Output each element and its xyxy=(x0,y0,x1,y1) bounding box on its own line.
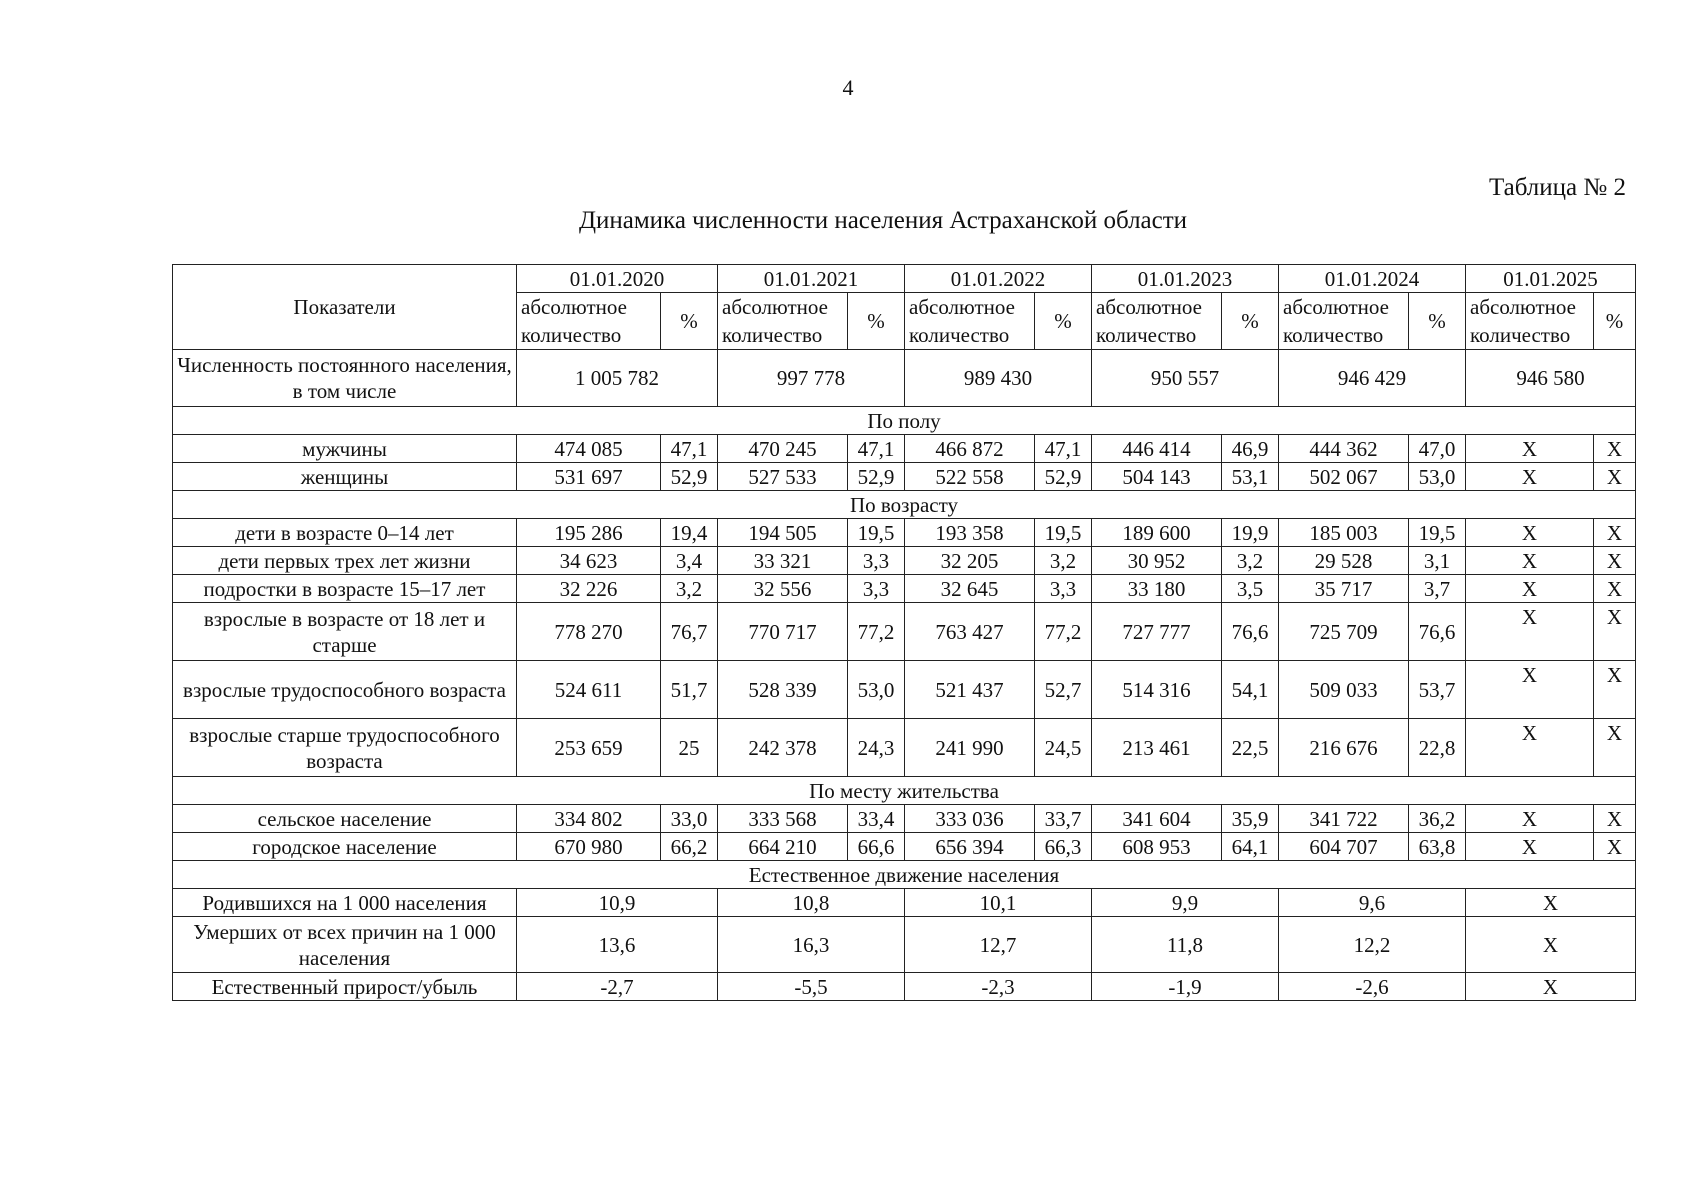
abs-value: 32 645 xyxy=(905,575,1035,603)
year-header: 01.01.2025 xyxy=(1466,265,1636,293)
abs-value: X xyxy=(1466,547,1594,575)
total-value: 1 005 782 xyxy=(517,350,718,407)
rate-value: -5,5 xyxy=(718,973,905,1001)
pct-value: 47,0 xyxy=(1409,435,1466,463)
abs-value: 253 659 xyxy=(517,719,661,777)
pct-header: % xyxy=(848,293,905,350)
table-row xyxy=(173,547,1636,575)
abs-value: 664 210 xyxy=(718,833,848,861)
pct-value: 66,6 xyxy=(848,833,905,861)
row-label: взрослые трудоспособного возраста xyxy=(173,661,517,719)
pct-value: 76,6 xyxy=(1409,603,1466,661)
table-row xyxy=(173,463,1636,491)
abs-value: 334 802 xyxy=(517,805,661,833)
abs-value: 32 205 xyxy=(905,547,1035,575)
pct-value: 63,8 xyxy=(1409,833,1466,861)
pct-value: 66,2 xyxy=(661,833,718,861)
abs-value: 522 558 xyxy=(905,463,1035,491)
abs-value: 521 437 xyxy=(905,661,1035,719)
row-label: Родившихся на 1 000 населения xyxy=(173,889,517,917)
pct-value: 33,4 xyxy=(848,805,905,833)
table-row xyxy=(173,973,1636,1001)
pct-value: 3,5 xyxy=(1222,575,1279,603)
pct-value: 3,2 xyxy=(1222,547,1279,575)
abs-value: X xyxy=(1466,833,1594,861)
table-row xyxy=(173,889,1636,917)
pct-header: % xyxy=(1594,293,1636,350)
abs-value: 656 394 xyxy=(905,833,1035,861)
abs-value: 528 339 xyxy=(718,661,848,719)
section-row xyxy=(173,491,1636,519)
pct-value: X xyxy=(1594,805,1636,833)
pct-value: X xyxy=(1594,463,1636,491)
indicator-header: Показатели xyxy=(173,265,517,350)
row-label: взрослые в возрасте от 18 лет и старше xyxy=(173,603,517,661)
rate-value: 9,9 xyxy=(1092,889,1279,917)
rate-value: X xyxy=(1466,889,1636,917)
pct-value: 22,5 xyxy=(1222,719,1279,777)
abs-value: 193 358 xyxy=(905,519,1035,547)
section-heading: По месту жительства xyxy=(173,777,1636,805)
abs-value: 604 707 xyxy=(1279,833,1409,861)
header-row xyxy=(173,265,1636,293)
pct-value: 3,1 xyxy=(1409,547,1466,575)
pct-value: 51,7 xyxy=(661,661,718,719)
rate-value: X xyxy=(1466,973,1636,1001)
pct-header: % xyxy=(1222,293,1279,350)
abs-value: 189 600 xyxy=(1092,519,1222,547)
abs-header: абсолютное количество xyxy=(905,293,1035,350)
abs-value: 33 180 xyxy=(1092,575,1222,603)
abs-value: 524 611 xyxy=(517,661,661,719)
abs-value: 504 143 xyxy=(1092,463,1222,491)
row-label: подростки в возрасте 15–17 лет xyxy=(173,575,517,603)
abs-value: 213 461 xyxy=(1092,719,1222,777)
pct-value: X xyxy=(1594,575,1636,603)
table-row xyxy=(173,805,1636,833)
pct-value: 24,3 xyxy=(848,719,905,777)
pct-value: 53,7 xyxy=(1409,661,1466,719)
pct-value: 76,7 xyxy=(661,603,718,661)
abs-value: 333 568 xyxy=(718,805,848,833)
population-table xyxy=(172,264,1636,1001)
year-header: 01.01.2023 xyxy=(1092,265,1279,293)
row-label: Умерших от всех причин на 1 000 населения xyxy=(173,917,517,973)
section-heading: По полу xyxy=(173,407,1636,435)
rate-value: 13,6 xyxy=(517,917,718,973)
abs-value: 727 777 xyxy=(1092,603,1222,661)
abs-value: 514 316 xyxy=(1092,661,1222,719)
pct-value: 33,7 xyxy=(1035,805,1092,833)
abs-value: X xyxy=(1466,435,1594,463)
pct-value: 3,4 xyxy=(661,547,718,575)
row-label: мужчины xyxy=(173,435,517,463)
row-label: взрослые старше трудоспособного возраста xyxy=(173,719,517,777)
abs-header: абсолютное количество xyxy=(1092,293,1222,350)
pct-value: 33,0 xyxy=(661,805,718,833)
section-row xyxy=(173,407,1636,435)
pct-value: 19,5 xyxy=(1035,519,1092,547)
pct-value: 53,1 xyxy=(1222,463,1279,491)
pct-value: 24,5 xyxy=(1035,719,1092,777)
abs-value: 502 067 xyxy=(1279,463,1409,491)
abs-value: 241 990 xyxy=(905,719,1035,777)
year-header: 01.01.2022 xyxy=(905,265,1092,293)
pct-value: 22,8 xyxy=(1409,719,1466,777)
pct-value: 35,9 xyxy=(1222,805,1279,833)
abs-value: X xyxy=(1466,805,1594,833)
table-row xyxy=(173,435,1636,463)
abs-value: 474 085 xyxy=(517,435,661,463)
abs-value: 763 427 xyxy=(905,603,1035,661)
rate-value: 11,8 xyxy=(1092,917,1279,973)
pct-header: % xyxy=(1409,293,1466,350)
table-row xyxy=(173,603,1636,661)
table-row xyxy=(173,917,1636,973)
table-row xyxy=(173,661,1636,719)
pct-value: 47,1 xyxy=(1035,435,1092,463)
pct-value: 64,1 xyxy=(1222,833,1279,861)
pct-value: 19,9 xyxy=(1222,519,1279,547)
abs-value: X xyxy=(1466,519,1594,547)
abs-value: 446 414 xyxy=(1092,435,1222,463)
row-label: дети в возрасте 0–14 лет xyxy=(173,519,517,547)
table-row xyxy=(173,833,1636,861)
abs-header: абсолютное количество xyxy=(517,293,661,350)
pct-value: 77,2 xyxy=(848,603,905,661)
pct-value: 3,3 xyxy=(848,575,905,603)
page-number: 4 xyxy=(842,75,854,100)
abs-value: X xyxy=(1466,661,1594,719)
pct-value: 53,0 xyxy=(1409,463,1466,491)
table-row xyxy=(173,350,1636,407)
pct-value: 3,3 xyxy=(1035,575,1092,603)
pct-value: 77,2 xyxy=(1035,603,1092,661)
abs-value: 242 378 xyxy=(718,719,848,777)
pct-value: X xyxy=(1594,435,1636,463)
table-row xyxy=(173,519,1636,547)
abs-value: 770 717 xyxy=(718,603,848,661)
abs-header: абсолютное количество xyxy=(1466,293,1594,350)
pct-value: 52,9 xyxy=(661,463,718,491)
table-label: Таблица № 2 xyxy=(1488,174,1626,201)
pct-value: 52,7 xyxy=(1035,661,1092,719)
abs-value: 466 872 xyxy=(905,435,1035,463)
pct-value: 54,1 xyxy=(1222,661,1279,719)
abs-value: 527 533 xyxy=(718,463,848,491)
abs-value: 185 003 xyxy=(1279,519,1409,547)
abs-value: X xyxy=(1466,463,1594,491)
abs-value: 778 270 xyxy=(517,603,661,661)
rate-value: -2,3 xyxy=(905,973,1092,1001)
table-row xyxy=(173,575,1636,603)
pct-value: 3,7 xyxy=(1409,575,1466,603)
abs-value: 333 036 xyxy=(905,805,1035,833)
pct-value: 19,5 xyxy=(1409,519,1466,547)
total-value: 946 429 xyxy=(1279,350,1466,407)
abs-value: 29 528 xyxy=(1279,547,1409,575)
pct-value: X xyxy=(1594,833,1636,861)
abs-value: 670 980 xyxy=(517,833,661,861)
abs-value: 608 953 xyxy=(1092,833,1222,861)
pct-value: 3,2 xyxy=(661,575,718,603)
abs-header: абсолютное количество xyxy=(1279,293,1409,350)
pct-value: 47,1 xyxy=(848,435,905,463)
abs-value: 35 717 xyxy=(1279,575,1409,603)
abs-value: 195 286 xyxy=(517,519,661,547)
section-heading: По возрасту xyxy=(173,491,1636,519)
pct-value: 3,3 xyxy=(848,547,905,575)
pct-value: 47,1 xyxy=(661,435,718,463)
abs-value: X xyxy=(1466,575,1594,603)
year-header: 01.01.2021 xyxy=(718,265,905,293)
section-row xyxy=(173,861,1636,889)
row-label: городское население xyxy=(173,833,517,861)
rate-value: 10,1 xyxy=(905,889,1092,917)
pct-value: 76,6 xyxy=(1222,603,1279,661)
pct-value: 19,4 xyxy=(661,519,718,547)
section-heading: Естественное движение населения xyxy=(173,861,1636,889)
rate-value: -2,6 xyxy=(1279,973,1466,1001)
section-row xyxy=(173,777,1636,805)
rate-value: 10,9 xyxy=(517,889,718,917)
table-title: Динамика численности населения Астраханской области xyxy=(578,207,1188,234)
abs-value: 32 226 xyxy=(517,575,661,603)
pct-value: 52,9 xyxy=(1035,463,1092,491)
abs-value: 725 709 xyxy=(1279,603,1409,661)
pct-value: X xyxy=(1594,547,1636,575)
year-header: 01.01.2024 xyxy=(1279,265,1466,293)
total-value: 997 778 xyxy=(718,350,905,407)
row-label: женщины xyxy=(173,463,517,491)
pct-value: 53,0 xyxy=(848,661,905,719)
abs-value: 444 362 xyxy=(1279,435,1409,463)
table-row xyxy=(173,719,1636,777)
abs-value: X xyxy=(1466,719,1594,777)
total-value: 950 557 xyxy=(1092,350,1279,407)
abs-value: 509 033 xyxy=(1279,661,1409,719)
pct-value: 25 xyxy=(661,719,718,777)
rate-value: 10,8 xyxy=(718,889,905,917)
row-label: сельское население xyxy=(173,805,517,833)
abs-value: X xyxy=(1466,603,1594,661)
pct-value: X xyxy=(1594,719,1636,777)
pct-value: 52,9 xyxy=(848,463,905,491)
rate-value: 12,2 xyxy=(1279,917,1466,973)
abs-value: 470 245 xyxy=(718,435,848,463)
pct-value: X xyxy=(1594,519,1636,547)
total-value: 989 430 xyxy=(905,350,1092,407)
rate-value: 12,7 xyxy=(905,917,1092,973)
abs-value: 32 556 xyxy=(718,575,848,603)
abs-header: абсолютное количество xyxy=(718,293,848,350)
abs-value: 341 722 xyxy=(1279,805,1409,833)
rate-value: 9,6 xyxy=(1279,889,1466,917)
pct-value: 36,2 xyxy=(1409,805,1466,833)
abs-value: 30 952 xyxy=(1092,547,1222,575)
pct-value: X xyxy=(1594,661,1636,719)
pct-value: 19,5 xyxy=(848,519,905,547)
pct-value: 66,3 xyxy=(1035,833,1092,861)
row-label: Естественный прирост/убыль xyxy=(173,973,517,1001)
abs-value: 33 321 xyxy=(718,547,848,575)
rate-value: -2,7 xyxy=(517,973,718,1001)
rate-value: -1,9 xyxy=(1092,973,1279,1001)
abs-value: 216 676 xyxy=(1279,719,1409,777)
total-value: 946 580 xyxy=(1466,350,1636,407)
year-header: 01.01.2020 xyxy=(517,265,718,293)
rate-value: X xyxy=(1466,917,1636,973)
row-label: Численность постоянного населения, в том числе xyxy=(173,350,517,407)
pct-value: X xyxy=(1594,603,1636,661)
pct-value: 46,9 xyxy=(1222,435,1279,463)
abs-value: 531 697 xyxy=(517,463,661,491)
abs-value: 34 623 xyxy=(517,547,661,575)
rate-value: 16,3 xyxy=(718,917,905,973)
pct-header: % xyxy=(661,293,718,350)
row-label: дети первых трех лет жизни xyxy=(173,547,517,575)
abs-value: 341 604 xyxy=(1092,805,1222,833)
pct-value: 3,2 xyxy=(1035,547,1092,575)
abs-value: 194 505 xyxy=(718,519,848,547)
pct-header: % xyxy=(1035,293,1092,350)
